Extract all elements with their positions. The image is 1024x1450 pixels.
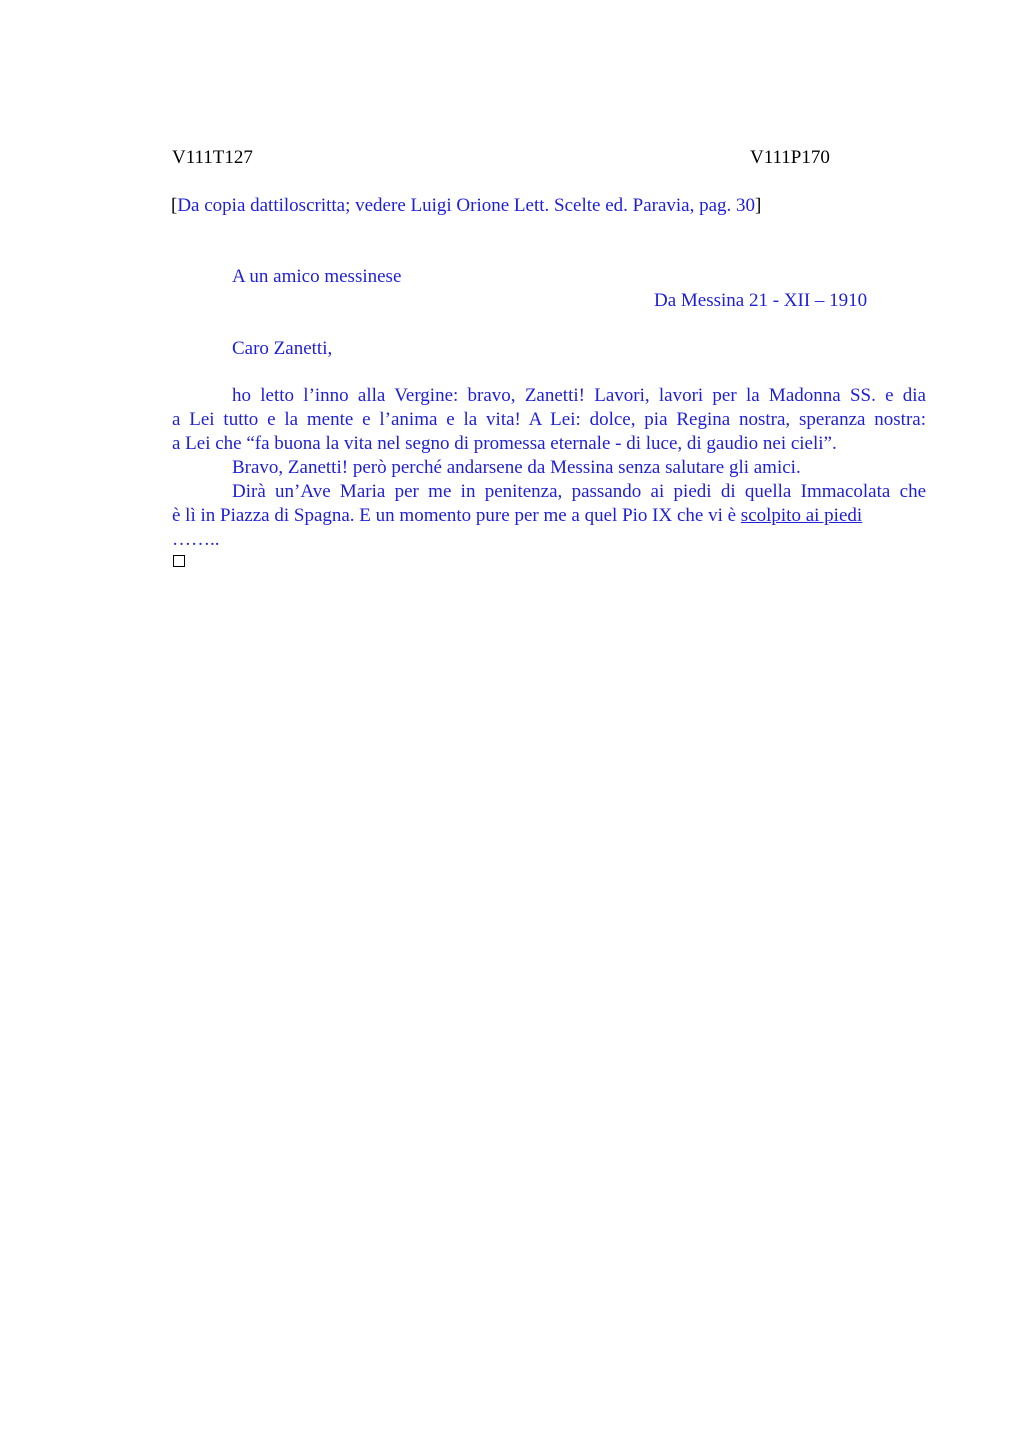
body-line-last	[172, 504, 926, 528]
document-reference-right: V111P170	[750, 147, 830, 168]
body-line: a Lei tutto e la mente e l’anima e la vita! A Lei: dolce, pia Regina nostra, speranza nostra:	[172, 409, 926, 430]
body-line: a Lei che “fa buona la vita nel segno di promessa eternale - di luce, di gaudio nei cieli”.	[172, 433, 837, 454]
body-line: ho letto l’inno alla Vergine: bravo, Zanetti! Lavori, lavori per la Madonna SS. e dia	[232, 385, 926, 406]
underlined-phrase: scolpito ai piedi	[740, 505, 863, 526]
body-line-last-text: è lì in Piazza di Spagna. E un momento pure per me a quel Pio IX che vi è	[172, 505, 741, 526]
body-line: Dirà un’Ave Maria per me in penitenza, passando ai piedi di quella Immacolata che	[232, 481, 926, 502]
source-note	[171, 194, 761, 218]
document-reference-left: V111T127	[172, 147, 253, 168]
body-line: Bravo, Zanetti! però perché andarsene da Messina senza salutare gli amici.	[232, 457, 801, 478]
source-note-open-bracket: [	[171, 195, 178, 216]
letter-salutation: Caro Zanetti,	[232, 338, 333, 359]
letter-recipient: A un amico messinese	[232, 266, 402, 287]
ellipsis: ……..	[172, 529, 220, 550]
source-note-text: Da copia dattiloscritta; vedere Luigi Orione Lett. Scelte ed. Paravia, pag. 30	[177, 195, 756, 216]
source-note-close-bracket: ]	[755, 195, 762, 216]
letter-dateline: Da Messina 21 - XII – 1910	[654, 290, 868, 311]
end-of-text-box	[173, 555, 185, 567]
letter-body	[172, 384, 926, 552]
